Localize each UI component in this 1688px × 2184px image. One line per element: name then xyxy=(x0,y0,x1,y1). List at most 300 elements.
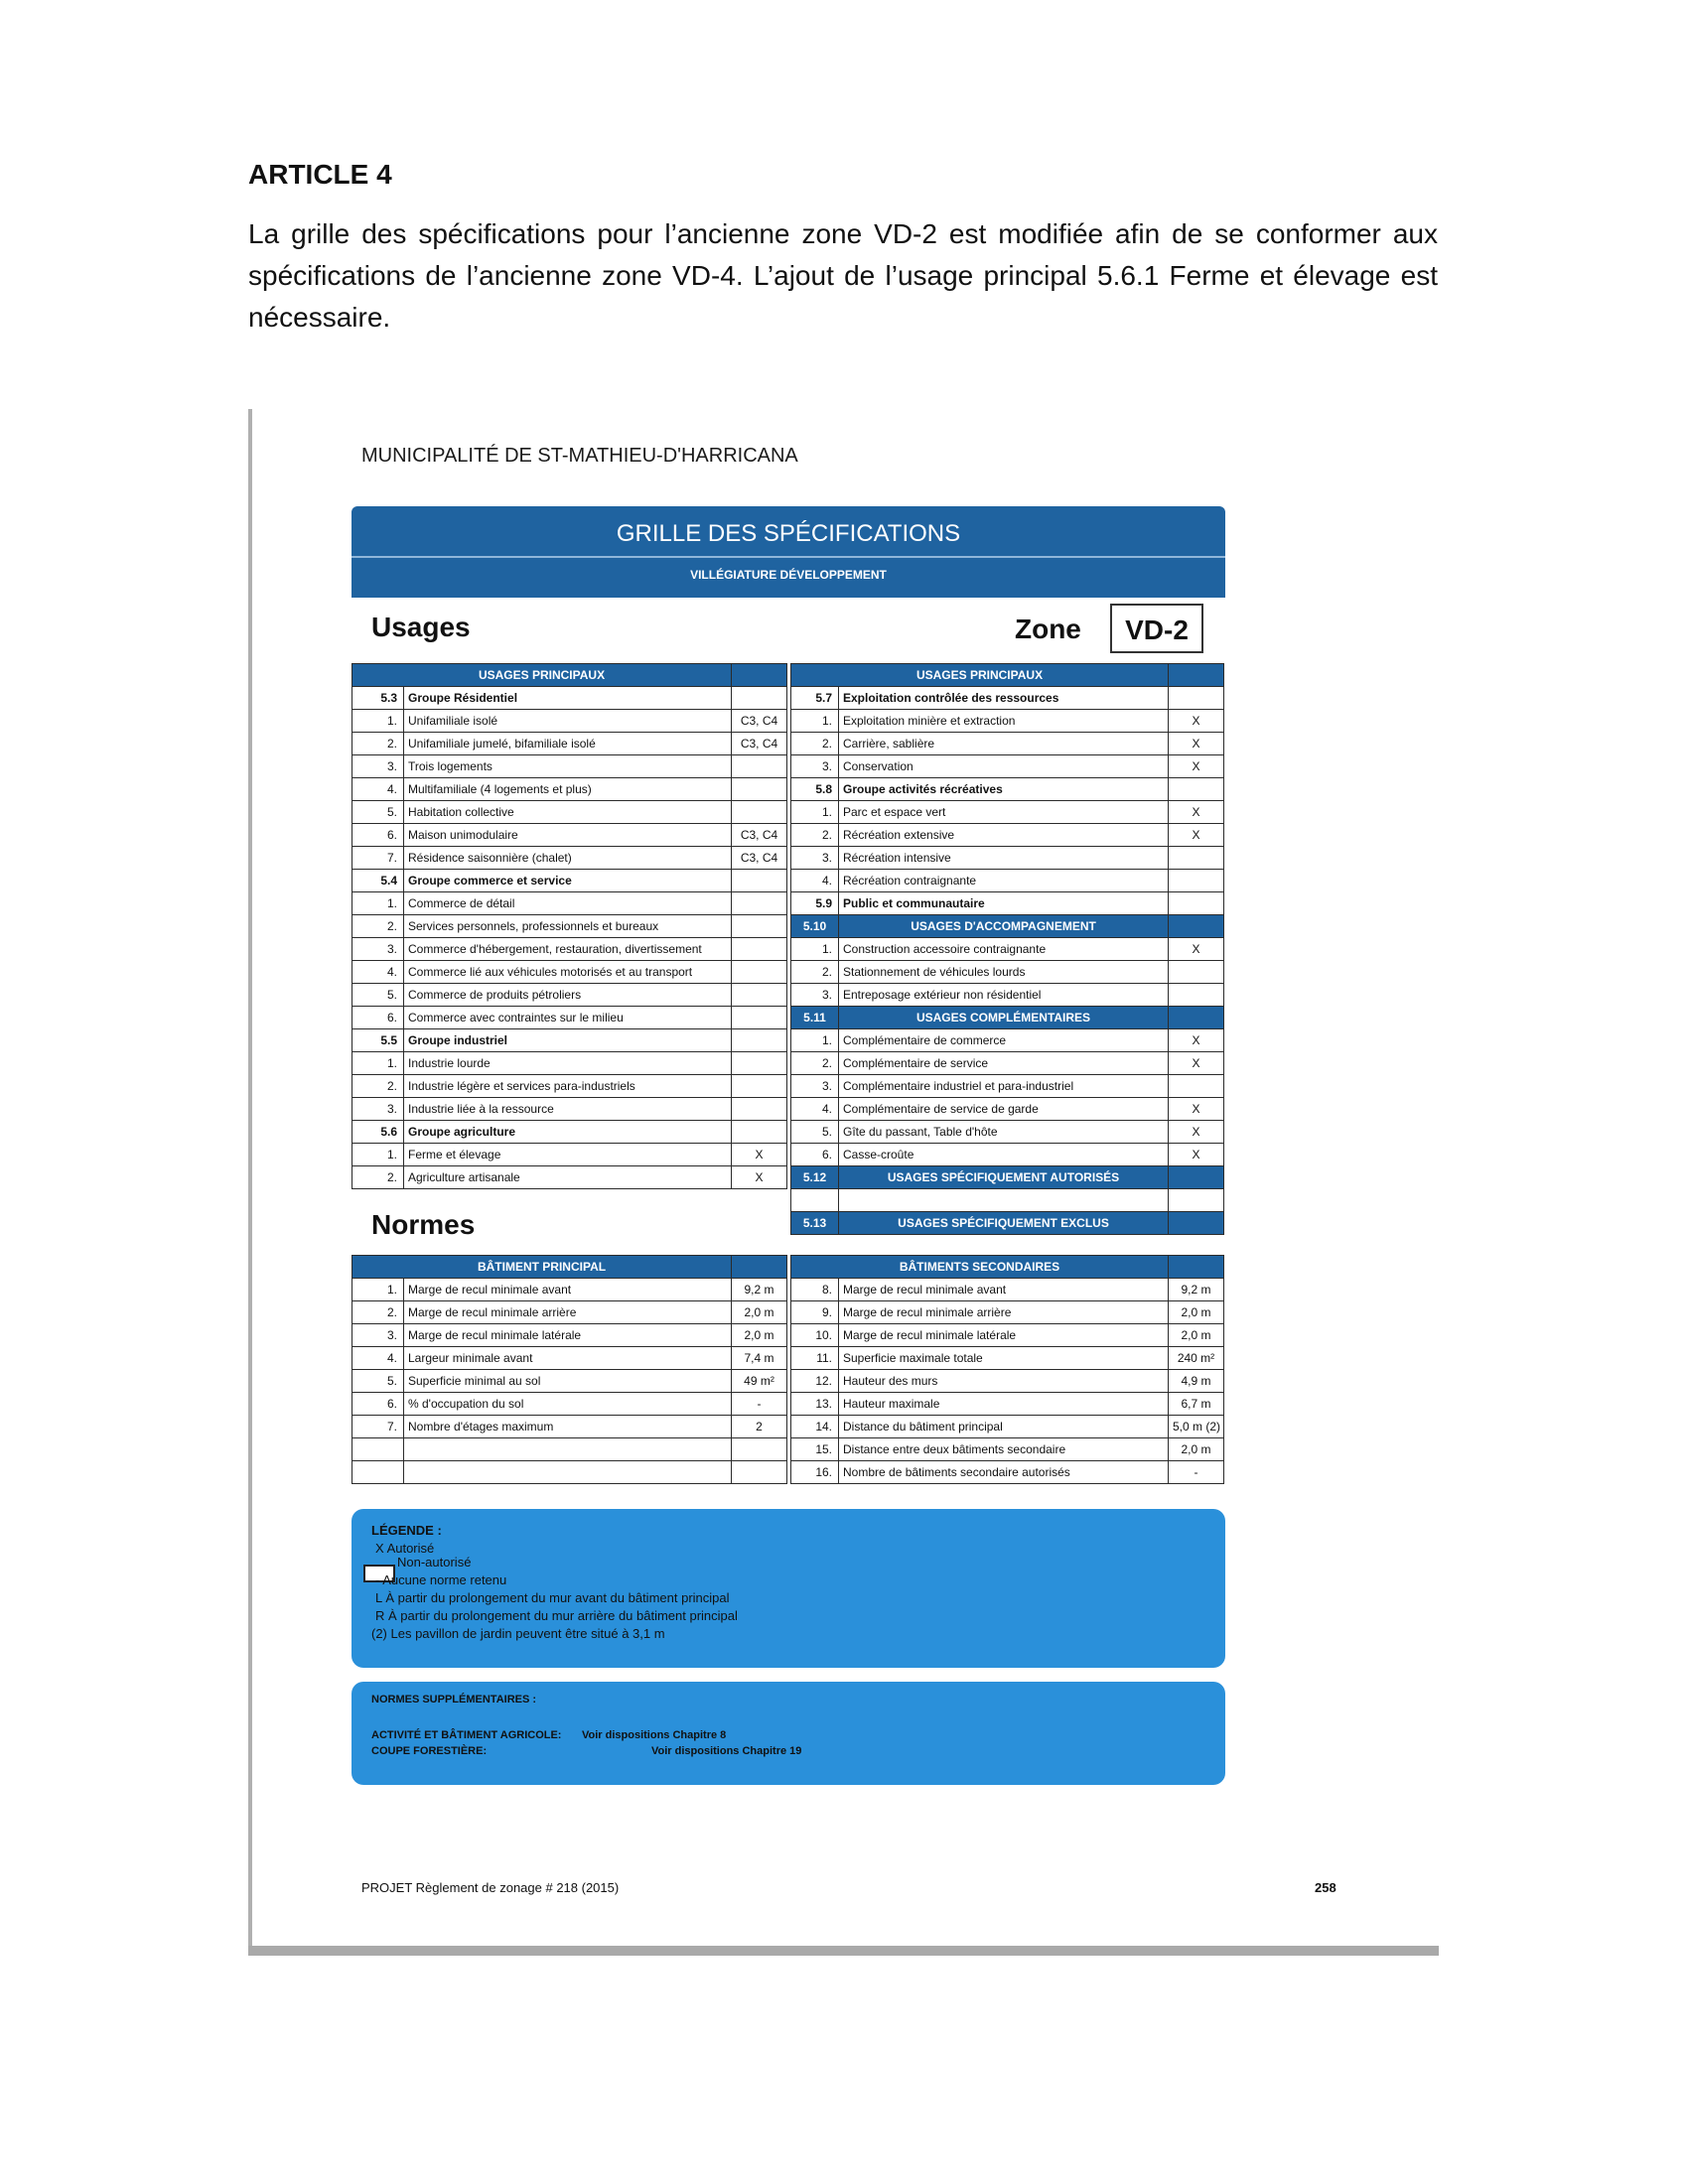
row-value: X xyxy=(1169,1029,1224,1052)
row-number: 16. xyxy=(791,1461,839,1484)
row-value xyxy=(732,1121,787,1144)
table-row xyxy=(352,1144,787,1166)
row-label: Complémentaire de commerce xyxy=(839,1029,1169,1052)
row-number: 4. xyxy=(352,778,404,801)
row-value: C3, C4 xyxy=(732,733,787,755)
row-label: Industrie lourde xyxy=(404,1052,732,1075)
row-number: 5. xyxy=(352,801,404,824)
row-value: C3, C4 xyxy=(732,824,787,847)
table-row xyxy=(352,847,787,870)
municipality-name: MUNICIPALITÉ DE ST-MATHIEU-D'HARRICANA xyxy=(361,445,798,467)
row-value: 4,9 m xyxy=(1169,1370,1224,1393)
row-number: 2. xyxy=(352,733,404,755)
row-value: - xyxy=(732,1393,787,1416)
row-number: 14. xyxy=(791,1416,839,1438)
row-number: 10. xyxy=(791,1324,839,1347)
row-value: 6,7 m xyxy=(1169,1393,1224,1416)
row-label: Complémentaire industriel et para-industriel xyxy=(839,1075,1169,1098)
page-frame-bottom-edge xyxy=(248,1946,1439,1956)
row-value xyxy=(1169,687,1224,710)
row-label: Groupe commerce et service xyxy=(404,870,732,892)
row-value: - xyxy=(1169,1461,1224,1484)
table-row xyxy=(791,892,1224,915)
row-value xyxy=(732,801,787,824)
row-label: Exploitation contrôlée des ressources xyxy=(839,687,1169,710)
usages-heading: Usages xyxy=(371,612,471,642)
table-row xyxy=(791,1075,1224,1098)
table-row xyxy=(791,984,1224,1007)
row-value: C3, C4 xyxy=(732,847,787,870)
row-value xyxy=(1169,870,1224,892)
supp-title: NORMES SUPPLÉMENTAIRES : xyxy=(371,1694,537,1706)
footer-page-number: 258 xyxy=(1315,1880,1336,1895)
table-header-row xyxy=(352,1256,787,1279)
table-row xyxy=(791,1324,1224,1347)
row-label: Marge de recul minimale arrière xyxy=(404,1301,732,1324)
row-label: Hauteur des murs xyxy=(839,1370,1169,1393)
row-value: X xyxy=(1169,1098,1224,1121)
row-label: Résidence saisonnière (chalet) xyxy=(404,847,732,870)
row-value: X xyxy=(1169,938,1224,961)
row-value xyxy=(732,938,787,961)
header-filler xyxy=(1169,1212,1224,1235)
row-label: Récréation extensive xyxy=(839,824,1169,847)
table-row xyxy=(791,778,1224,801)
row-value xyxy=(1169,847,1224,870)
row-number: 3. xyxy=(791,984,839,1007)
column-header: BÂTIMENT PRINCIPAL xyxy=(352,1256,732,1279)
row-label: Entreposage extérieur non résidentiel xyxy=(839,984,1169,1007)
zone-value: VD-2 xyxy=(1110,604,1203,653)
row-value xyxy=(732,755,787,778)
row-number: 2. xyxy=(352,915,404,938)
row-label: Commerce lié aux véhicules motorisés et au transport xyxy=(404,961,732,984)
row-value xyxy=(732,1461,787,1484)
column-header: BÂTIMENTS SECONDAIRES xyxy=(791,1256,1169,1279)
header-filler xyxy=(1169,1007,1224,1029)
legend-item: R À partir du prolongement du mur arrière du bâtiment principal xyxy=(375,1608,738,1623)
table-row xyxy=(352,824,787,847)
row-number: 2. xyxy=(791,1052,839,1075)
header-filler xyxy=(1169,1166,1224,1189)
row-label: Unifamiliale jumelé, bifamiliale isolé xyxy=(404,733,732,755)
row-number: 1. xyxy=(791,1029,839,1052)
row-value xyxy=(732,870,787,892)
table-row xyxy=(791,1166,1224,1189)
section-number: 5.12 xyxy=(791,1166,839,1189)
row-number: 5.7 xyxy=(791,687,839,710)
table-row xyxy=(352,1075,787,1098)
row-label: Complémentaire de service de garde xyxy=(839,1098,1169,1121)
row-number: 1. xyxy=(791,710,839,733)
grid-title-band xyxy=(352,506,1225,598)
row-value xyxy=(1169,961,1224,984)
row-value: X xyxy=(1169,824,1224,847)
row-value: 7,4 m xyxy=(732,1347,787,1370)
row-value: X xyxy=(1169,733,1224,755)
table-row xyxy=(352,1279,787,1301)
zone-label: Zone xyxy=(1015,614,1081,644)
table-row xyxy=(352,1301,787,1324)
row-number: 12. xyxy=(791,1370,839,1393)
row-value xyxy=(1169,984,1224,1007)
row-label: Groupe Résidentiel xyxy=(404,687,732,710)
normes-supplementaires-panel xyxy=(352,1682,1225,1785)
batiment-principal-table xyxy=(352,1255,787,1484)
row-value: X xyxy=(1169,710,1224,733)
column-header: USAGES PRINCIPAUX xyxy=(791,664,1169,687)
row-number: 5.4 xyxy=(352,870,404,892)
table-row xyxy=(352,755,787,778)
table-row xyxy=(352,961,787,984)
row-number: 1. xyxy=(352,1052,404,1075)
row-value xyxy=(732,892,787,915)
row-number: 5. xyxy=(352,984,404,1007)
page-frame-left-edge xyxy=(248,409,252,1952)
row-label: Superficie maximale totale xyxy=(839,1347,1169,1370)
usages-principaux-left-table xyxy=(352,663,787,1189)
row-value: X xyxy=(732,1166,787,1189)
row-number: 4. xyxy=(791,1098,839,1121)
row-value xyxy=(732,1098,787,1121)
table-row xyxy=(352,1416,787,1438)
row-label xyxy=(839,1189,1169,1212)
row-number xyxy=(352,1438,404,1461)
row-label: Habitation collective xyxy=(404,801,732,824)
row-label: Marge de recul minimale arrière xyxy=(839,1301,1169,1324)
section-header: USAGES SPÉCIFIQUEMENT AUTORISÉS xyxy=(839,1166,1169,1189)
row-value xyxy=(732,1007,787,1029)
section-number: 5.11 xyxy=(791,1007,839,1029)
row-value xyxy=(732,1029,787,1052)
section-number: 5.10 xyxy=(791,915,839,938)
row-number: 9. xyxy=(791,1301,839,1324)
row-value: X xyxy=(1169,801,1224,824)
table-row xyxy=(352,801,787,824)
table-header-row xyxy=(791,1256,1224,1279)
article-title: ARTICLE 4 xyxy=(248,159,392,190)
table-row xyxy=(791,733,1224,755)
row-label: Carrière, sablière xyxy=(839,733,1169,755)
row-number: 6. xyxy=(352,1393,404,1416)
row-label: Groupe activités récréatives xyxy=(839,778,1169,801)
table-row xyxy=(352,1461,787,1484)
row-value: X xyxy=(1169,755,1224,778)
table-row xyxy=(791,1370,1224,1393)
row-label: Groupe agriculture xyxy=(404,1121,732,1144)
table-row xyxy=(791,1098,1224,1121)
row-label: Public et communautaire xyxy=(839,892,1169,915)
row-value: 2,0 m xyxy=(1169,1438,1224,1461)
column-header: USAGES PRINCIPAUX xyxy=(352,664,732,687)
row-number: 1. xyxy=(352,1144,404,1166)
footer-document-title: PROJET Règlement de zonage # 218 (2015) xyxy=(361,1880,620,1895)
row-value xyxy=(732,1075,787,1098)
section-header: USAGES SPÉCIFIQUEMENT EXCLUS xyxy=(839,1212,1169,1235)
row-value: 5,0 m (2) xyxy=(1169,1416,1224,1438)
row-label: Parc et espace vert xyxy=(839,801,1169,824)
table-row xyxy=(352,915,787,938)
row-value: X xyxy=(732,1144,787,1166)
row-label: Largeur minimale avant xyxy=(404,1347,732,1370)
row-value: X xyxy=(1169,1144,1224,1166)
row-number: 5.5 xyxy=(352,1029,404,1052)
row-number: 2. xyxy=(791,961,839,984)
header-filler xyxy=(732,664,787,687)
row-label: Trois logements xyxy=(404,755,732,778)
row-value xyxy=(732,687,787,710)
legend-item: Non-autorisé xyxy=(397,1555,472,1570)
row-number: 8. xyxy=(791,1279,839,1301)
row-label: Industrie liée à la ressource xyxy=(404,1098,732,1121)
row-number: 5.9 xyxy=(791,892,839,915)
row-label: % d'occupation du sol xyxy=(404,1393,732,1416)
row-label: Superficie minimal au sol xyxy=(404,1370,732,1393)
row-value xyxy=(732,778,787,801)
row-number: 5. xyxy=(791,1121,839,1144)
table-header-row xyxy=(791,664,1224,687)
row-number: 2. xyxy=(352,1166,404,1189)
table-row xyxy=(791,1052,1224,1075)
row-label: Marge de recul minimale latérale xyxy=(839,1324,1169,1347)
header-filler xyxy=(1169,664,1224,687)
row-number: 2. xyxy=(791,824,839,847)
legend-item: X Autorisé xyxy=(375,1541,435,1556)
table-row xyxy=(791,755,1224,778)
row-label: Distance entre deux bâtiments secondaire xyxy=(839,1438,1169,1461)
legend-title: LÉGENDE : xyxy=(371,1523,442,1538)
row-number: 3. xyxy=(352,1098,404,1121)
row-label: Casse-croûte xyxy=(839,1144,1169,1166)
row-label: Unifamiliale isolé xyxy=(404,710,732,733)
row-label: Marge de recul minimale avant xyxy=(839,1279,1169,1301)
table-row xyxy=(791,687,1224,710)
row-value: C3, C4 xyxy=(732,710,787,733)
row-value xyxy=(732,984,787,1007)
row-value: 2,0 m xyxy=(1169,1324,1224,1347)
row-number: 3. xyxy=(352,755,404,778)
row-label: Groupe industriel xyxy=(404,1029,732,1052)
row-number xyxy=(352,1461,404,1484)
table-row xyxy=(352,1052,787,1075)
grid-title: GRILLE DES SPÉCIFICATIONS xyxy=(616,520,961,547)
row-number: 4. xyxy=(791,870,839,892)
row-label: Commerce d'hébergement, restauration, divertissement xyxy=(404,938,732,961)
row-value: 9,2 m xyxy=(732,1279,787,1301)
table-row xyxy=(791,801,1224,824)
table-row xyxy=(791,1121,1224,1144)
row-value: 2,0 m xyxy=(732,1301,787,1324)
table-header-row xyxy=(352,664,787,687)
row-value xyxy=(1169,892,1224,915)
row-label: Exploitation minière et extraction xyxy=(839,710,1169,733)
table-row xyxy=(352,1347,787,1370)
row-value: 2,0 m xyxy=(1169,1301,1224,1324)
table-row xyxy=(352,710,787,733)
row-label: Récréation contraignante xyxy=(839,870,1169,892)
table-row xyxy=(352,1393,787,1416)
row-value xyxy=(732,961,787,984)
table-row xyxy=(352,1370,787,1393)
row-number: 1. xyxy=(791,801,839,824)
header-filler xyxy=(732,1256,787,1279)
table-row xyxy=(352,1324,787,1347)
usages-principaux-right-table xyxy=(790,663,1224,1235)
table-row xyxy=(352,733,787,755)
row-label: Services personnels, professionnels et bureaux xyxy=(404,915,732,938)
row-number: 1. xyxy=(352,892,404,915)
row-label: Nombre d'étages maximum xyxy=(404,1416,732,1438)
row-label xyxy=(404,1438,732,1461)
row-number: 2. xyxy=(791,733,839,755)
row-number xyxy=(791,1189,839,1212)
table-row xyxy=(791,1189,1224,1212)
row-number: 4. xyxy=(352,961,404,984)
table-row xyxy=(791,1393,1224,1416)
table-row xyxy=(791,1461,1224,1484)
row-label: Ferme et élevage xyxy=(404,1144,732,1166)
row-number: 5.6 xyxy=(352,1121,404,1144)
row-label: Récréation intensive xyxy=(839,847,1169,870)
table-row xyxy=(352,778,787,801)
legend-panel xyxy=(352,1509,1225,1668)
row-value xyxy=(732,1438,787,1461)
row-label: Construction accessoire contraignante xyxy=(839,938,1169,961)
row-label: Conservation xyxy=(839,755,1169,778)
row-number: 15. xyxy=(791,1438,839,1461)
row-label: Commerce de détail xyxy=(404,892,732,915)
table-row xyxy=(791,915,1224,938)
normes-heading: Normes xyxy=(371,1209,476,1240)
row-number: 4. xyxy=(352,1347,404,1370)
row-label: Hauteur maximale xyxy=(839,1393,1169,1416)
table-row xyxy=(352,1121,787,1144)
section-header: USAGES COMPLÉMENTAIRES xyxy=(839,1007,1169,1029)
row-value xyxy=(732,915,787,938)
supp-row1-label: ACTIVITÉ ET BÂTIMENT AGRICOLE: xyxy=(371,1729,562,1741)
row-number: 13. xyxy=(791,1393,839,1416)
row-value: 240 m² xyxy=(1169,1347,1224,1370)
section-number: 5.13 xyxy=(791,1212,839,1235)
table-row xyxy=(352,938,787,961)
table-row xyxy=(352,870,787,892)
title-separator xyxy=(352,556,1225,558)
row-value xyxy=(1169,1189,1224,1212)
supp-row2-label: COUPE FORESTIÈRE: xyxy=(371,1745,488,1757)
row-number: 3. xyxy=(352,1324,404,1347)
table-row xyxy=(791,1029,1224,1052)
row-number: 5.8 xyxy=(791,778,839,801)
row-value xyxy=(732,1052,787,1075)
row-value xyxy=(1169,778,1224,801)
article-body: La grille des spécifications pour l’ancienne zone VD-2 est modifiée afin de se conformer aux spécifications de l’ancienne zone VD-4. L’ajout de l’usage principal 5.6.1 Ferme et élevage est nécessaire. xyxy=(248,218,1438,333)
table-row xyxy=(791,961,1224,984)
row-number: 7. xyxy=(352,847,404,870)
row-number: 6. xyxy=(791,1144,839,1166)
row-number: 3. xyxy=(791,755,839,778)
row-number: 1. xyxy=(352,1279,404,1301)
row-number: 1. xyxy=(352,710,404,733)
table-row xyxy=(791,1144,1224,1166)
row-number: 3. xyxy=(791,1075,839,1098)
row-label: Multifamiliale (4 logements et plus) xyxy=(404,778,732,801)
table-row xyxy=(791,870,1224,892)
row-value: 2,0 m xyxy=(732,1324,787,1347)
row-value: 2 xyxy=(732,1416,787,1438)
table-row xyxy=(791,824,1224,847)
table-row xyxy=(791,1279,1224,1301)
table-row xyxy=(352,1166,787,1189)
table-row xyxy=(352,984,787,1007)
row-label: Stationnement de véhicules lourds xyxy=(839,961,1169,984)
row-number: 1. xyxy=(791,938,839,961)
row-value: X xyxy=(1169,1052,1224,1075)
row-label: Marge de recul minimale latérale xyxy=(404,1324,732,1347)
row-label: Distance du bâtiment principal xyxy=(839,1416,1169,1438)
table-row xyxy=(352,1438,787,1461)
supp-row1-value: Voir dispositions Chapitre 8 xyxy=(582,1729,727,1741)
header-filler xyxy=(1169,1256,1224,1279)
table-row xyxy=(352,1029,787,1052)
row-number: 11. xyxy=(791,1347,839,1370)
table-row xyxy=(791,1007,1224,1029)
row-value: 9,2 m xyxy=(1169,1279,1224,1301)
row-label: Commerce de produits pétroliers xyxy=(404,984,732,1007)
table-row xyxy=(791,710,1224,733)
table-row xyxy=(352,1098,787,1121)
supp-row2-value: Voir dispositions Chapitre 19 xyxy=(651,1745,802,1757)
row-label: Complémentaire de service xyxy=(839,1052,1169,1075)
table-row xyxy=(791,1212,1224,1235)
legend-item: - Aucune norme retenu xyxy=(375,1572,507,1587)
legend-item: L À partir du prolongement du mur avant du bâtiment principal xyxy=(375,1590,730,1605)
grid-subtitle: VILLÉGIATURE DÉVELOPPEMENT xyxy=(690,568,887,582)
row-label: Maison unimodulaire xyxy=(404,824,732,847)
section-header: USAGES D'ACCOMPAGNEMENT xyxy=(839,915,1169,938)
table-row xyxy=(791,1438,1224,1461)
batiments-secondaires-table xyxy=(790,1255,1224,1484)
row-number: 2. xyxy=(352,1075,404,1098)
table-row xyxy=(791,938,1224,961)
row-value: X xyxy=(1169,1121,1224,1144)
row-number: 3. xyxy=(791,847,839,870)
row-number: 5.3 xyxy=(352,687,404,710)
table-row xyxy=(791,1301,1224,1324)
row-label xyxy=(404,1461,732,1484)
row-label: Marge de recul minimale avant xyxy=(404,1279,732,1301)
row-number: 2. xyxy=(352,1301,404,1324)
row-value xyxy=(1169,1075,1224,1098)
table-row xyxy=(791,1416,1224,1438)
row-label: Gîte du passant, Table d'hôte xyxy=(839,1121,1169,1144)
row-label: Commerce avec contraintes sur le milieu xyxy=(404,1007,732,1029)
row-label: Industrie légère et services para-industriels xyxy=(404,1075,732,1098)
row-label: Nombre de bâtiments secondaire autorisés xyxy=(839,1461,1169,1484)
row-number: 7. xyxy=(352,1416,404,1438)
table-row xyxy=(791,1347,1224,1370)
table-row xyxy=(352,687,787,710)
legend-item: (2) Les pavillon de jardin peuvent être situé à 3,1 m xyxy=(371,1626,665,1641)
header-filler xyxy=(1169,915,1224,938)
row-value: 49 m² xyxy=(732,1370,787,1393)
row-number: 6. xyxy=(352,824,404,847)
row-number: 3. xyxy=(352,938,404,961)
row-number: 5. xyxy=(352,1370,404,1393)
table-row xyxy=(352,892,787,915)
row-number: 6. xyxy=(352,1007,404,1029)
row-label: Agriculture artisanale xyxy=(404,1166,732,1189)
table-row xyxy=(791,847,1224,870)
